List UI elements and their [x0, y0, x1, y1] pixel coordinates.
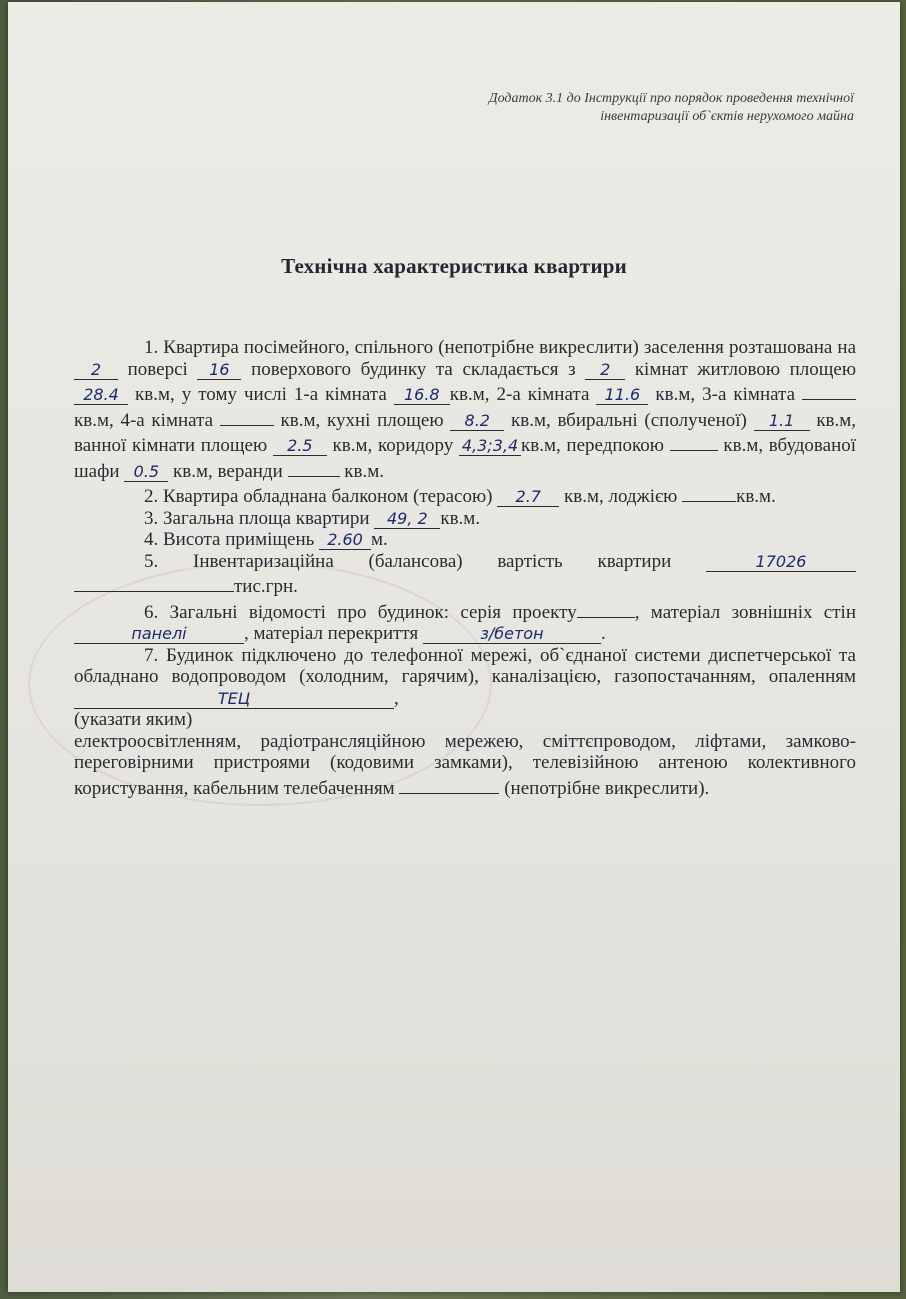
appendix-line-2: інвентаризації об`єктів нерухомого майна	[600, 109, 854, 124]
specify-note: (указати яким)	[74, 709, 193, 730]
balcony-area-value: 2.7	[497, 488, 559, 507]
section-2	[74, 482, 856, 508]
text-fragment: 1. Квартира посімейного, спільного (непотрібне викреслити) заселення розташована на	[144, 337, 856, 358]
room3-area-blank	[802, 380, 856, 400]
living-area-value: 28.4	[74, 386, 128, 405]
text-fragment: кв.м.	[440, 507, 481, 529]
text-fragment: кв.м, лоджією	[564, 486, 678, 507]
text-fragment: кв.м.	[736, 486, 776, 507]
section-1	[74, 337, 856, 482]
section-3	[74, 508, 856, 530]
document-page	[8, 2, 900, 1292]
text-fragment: кухні площею	[326, 409, 444, 431]
appendix-line-1: Додаток 3.1 до Інструкції про порядок проведення технічної	[488, 91, 854, 106]
text-fragment: кв.м, коридору	[332, 435, 454, 456]
document-body	[74, 337, 856, 799]
text-fragment: кв.м, передпокою	[521, 435, 664, 456]
corridor-area-value: 4,3;3,4	[459, 437, 521, 456]
section-6	[74, 598, 856, 645]
project-series-blank	[577, 598, 635, 618]
text-fragment: кв.м.	[344, 460, 384, 482]
text-fragment: кімнат житловою площею	[634, 358, 857, 380]
rooms-count-value: 2	[585, 361, 625, 380]
text-fragment: тис.грн.	[234, 576, 298, 597]
room4-area-blank	[220, 406, 274, 426]
floor-value: 2	[74, 361, 118, 380]
section-7-continued	[74, 731, 856, 800]
inventory-value-line	[74, 572, 234, 592]
appendix-note	[434, 90, 854, 126]
total-area-value: 49, 2	[374, 510, 440, 529]
hallway-area-blank	[670, 431, 718, 451]
document-title: Технічна характеристика квартири	[281, 254, 627, 278]
text-fragment: 5. Інвентаризаційна (балансова) вартість квартири	[144, 550, 672, 572]
text-fragment: поверхового будинку та складається з	[251, 358, 576, 380]
text-fragment: кв.м, ванної кімнати площею	[74, 409, 857, 456]
text-fragment: кв.м, вбудованої шафи	[74, 435, 857, 482]
text-fragment: електроосвітленням, радіотрансляційною мережею, сміттєпроводом, ліфтами, замково-переговірними пристроями (кодовими замками), телевізійною антеною колективного користування, кабельним телебаченням	[74, 730, 856, 799]
wall-material-value: панелі	[74, 625, 244, 644]
text-fragment: кв.м, веранди	[173, 460, 283, 482]
text-fragment: 7. Будинок підключено до телефонної мережі, об`єднаної системи диспетчерської та обладнано водопроводом (холодним, гарячим), каналізацією, газопостачанням, опаленням	[74, 644, 856, 687]
text-fragment: .	[600, 623, 606, 644]
bathroom-area-value: 2.5	[273, 437, 327, 456]
text-fragment: 2. Квартира обладнана балконом (терасою)	[144, 486, 493, 507]
text-fragment: ,	[394, 687, 399, 709]
floor-material-value: з/бетон	[423, 625, 601, 644]
veranda-area-blank	[288, 457, 340, 477]
text-fragment: 3. Загальна площа квартири	[144, 507, 370, 529]
inventory-value: 17026	[706, 553, 856, 572]
wardrobe-area-value: 0.5	[124, 463, 168, 482]
text-fragment: 6. Загальні відомості про будинок: серія проекту	[144, 601, 577, 623]
text-fragment: кв.м, у тому числі 1-а кімната	[135, 384, 387, 405]
text-fragment: м.	[371, 529, 388, 550]
loggia-area-blank	[682, 482, 736, 502]
section-7	[74, 645, 856, 710]
section-5	[74, 551, 856, 598]
room2-area-value: 11.6	[596, 386, 648, 405]
toilet-area-value: 1.1	[754, 412, 810, 431]
room1-area-value: 16.8	[394, 386, 450, 405]
text-fragment: кв.м, 2-а кімната	[449, 384, 590, 405]
heating-value: ТЕЦ	[74, 690, 394, 709]
text-fragment: поверсі	[127, 358, 188, 380]
text-fragment: , матеріал зовнішніх стін	[634, 601, 856, 623]
section-4	[74, 529, 856, 551]
text-fragment: кв.м,	[280, 409, 321, 431]
cable-tv-blank	[399, 774, 499, 794]
text-fragment: кв.м, 3-а кімната	[655, 384, 796, 405]
text-fragment: 4. Висота приміщень	[144, 529, 315, 550]
text-fragment: (непотрібне викреслити).	[504, 777, 710, 799]
text-fragment: кв.м, 4-а кімната	[74, 409, 214, 431]
kitchen-area-value: 8.2	[450, 412, 504, 431]
text-fragment: , матеріал перекриття	[244, 623, 419, 644]
text-fragment: кв.м, вбиральні (сполученої)	[511, 409, 747, 431]
storeys-value: 16	[197, 361, 241, 380]
ceiling-height-value: 2.60	[319, 531, 371, 550]
